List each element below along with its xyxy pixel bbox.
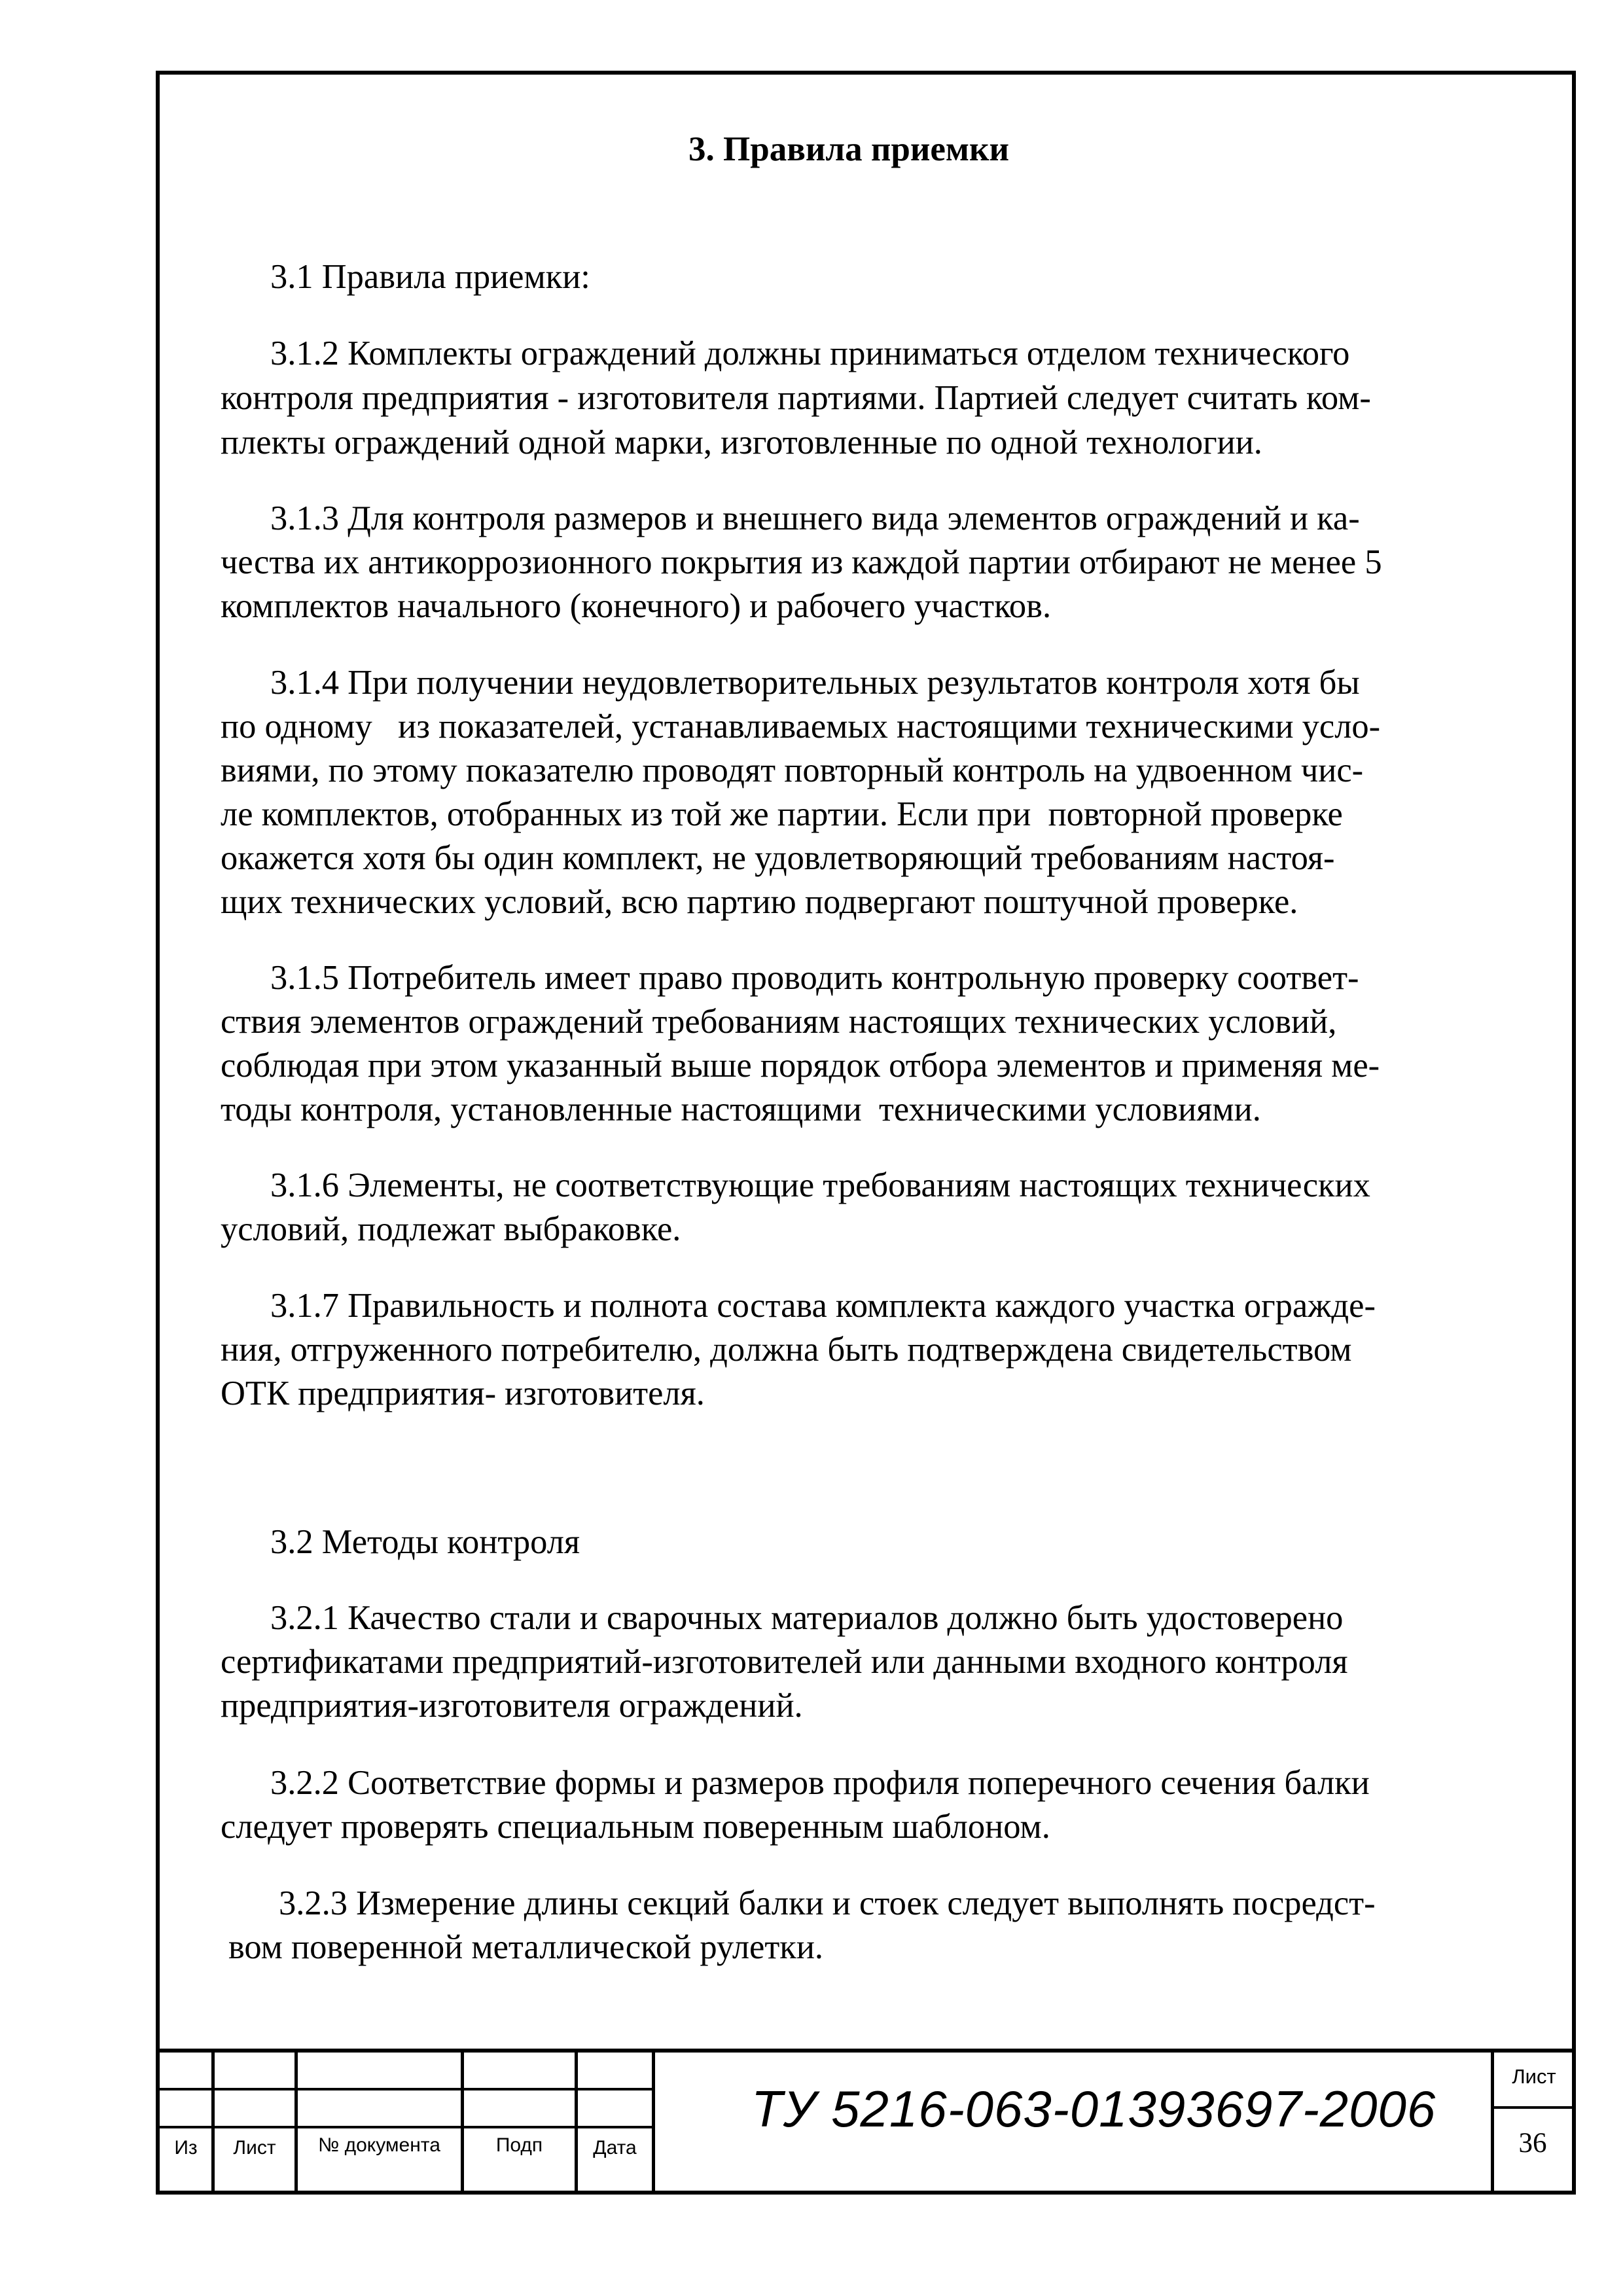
text-line: предприятия-изготовителя ограждений. [221, 1687, 803, 1725]
text-line: 3.2 Методы контроля [270, 1523, 580, 1561]
text-line: 3.1.6 Элементы, не соответствующие требованиям настоящих технических [270, 1166, 1370, 1204]
document-code: ТУ 5216-063-01393697-2006 [751, 2080, 1436, 2138]
stamp-label-list: Лист [233, 2137, 276, 2159]
col-rule [294, 2051, 298, 2193]
text-line: контроля предприятия - изготовителя партиями. Партией следует считать ком- [221, 379, 1371, 417]
text-line: следует проверять специальным поверенным шаблоном. [221, 1808, 1050, 1846]
title-block-row-rule [156, 2088, 654, 2090]
col-rule [211, 2051, 215, 2193]
section-title: 3. Правила приемки [688, 130, 1010, 168]
text-line: щих технических условий, всю партию подвергают поштучной проверке. [221, 883, 1298, 921]
stamp-label-document: № документа [318, 2134, 440, 2156]
text-line: 3.1.2 Комплекты ограждений должны приниматься отделом технического [270, 334, 1350, 372]
stamp-label-podp: Подп [495, 2134, 543, 2156]
text-line: сертификатами предприятий-изготовителей или данными входного контроля [221, 1643, 1348, 1681]
text-line: комплектов начального (конечного) и рабочего участков. [221, 587, 1052, 625]
text-line: 3.1.4 При получении неудовлетворительных результатов контроля хотя бы [270, 664, 1360, 702]
text-line: 3.1.5 Потребитель имеет право проводить контрольную проверку соответ- [270, 959, 1359, 997]
text-line: ствия элементов ограждений требованиям настоящих технических условий, [221, 1003, 1337, 1041]
text-line: вом поверенной металлической рулетки. [228, 1928, 824, 1966]
text-line: 3.1.3 Для контроля размеров и внешнего вида элементов ограждений и ка- [270, 499, 1360, 537]
text-line: 3.1.7 Правильность и полнота состава комплекта каждого участка огражде- [270, 1287, 1376, 1325]
text-line: 3.2.2 Соответствие формы и размеров профиля поперечного сечения балки [270, 1764, 1370, 1802]
text-line: условий, подлежат выбраковке. [221, 1210, 681, 1248]
col-rule [575, 2051, 578, 2193]
text-line: виями, по этому показателю проводят повторный контроль на удвоенном чис- [221, 751, 1364, 789]
text-line: ОТК предприятия- изготовителя. [221, 1374, 705, 1412]
text-line: по одному из показателей, устанавливаемых настоящими техническими усло- [221, 708, 1381, 745]
text-line: ле комплектов, отобранных из той же партии. Если при повторной проверке [221, 795, 1343, 833]
title-block-top-rule [156, 2049, 1576, 2053]
text-line: тоды контроля, установленные настоящими техническими условиями. [221, 1090, 1261, 1128]
text-line: плекты ограждений одной марки, изготовленные по одной технологии. [221, 423, 1262, 461]
title-block-row-rule [156, 2126, 654, 2128]
text-line: чества их антикоррозионного покрытия из каждой партии отбирают не менее 5 [221, 543, 1382, 581]
col-rule [652, 2051, 655, 2193]
page-number: 36 [1518, 2128, 1547, 2159]
stamp-label-iz: Из [174, 2137, 198, 2159]
text-line: соблюдая при этом указанный выше порядок отбора элементов и применяя ме- [221, 1047, 1380, 1085]
sheet-label: Лист [1512, 2065, 1556, 2088]
text-line: 3.2.3 Измерение длины секций балки и стоек следует выполнять посредст- [279, 1884, 1376, 1922]
text-line: ния, отгруженного потребителю, должна быть подтверждена свидетельством [221, 1331, 1352, 1369]
stamp-label-date: Дата [593, 2137, 637, 2159]
text-line: 3.1 Правила приемки: [270, 258, 590, 296]
text-line: 3.2.1 Качество стали и сварочных материалов должно быть удостоверено [270, 1599, 1344, 1637]
col-rule [461, 2051, 464, 2193]
text-line: окажется хотя бы один комплект, не удовлетворяющий требованиям настоя- [221, 839, 1335, 877]
